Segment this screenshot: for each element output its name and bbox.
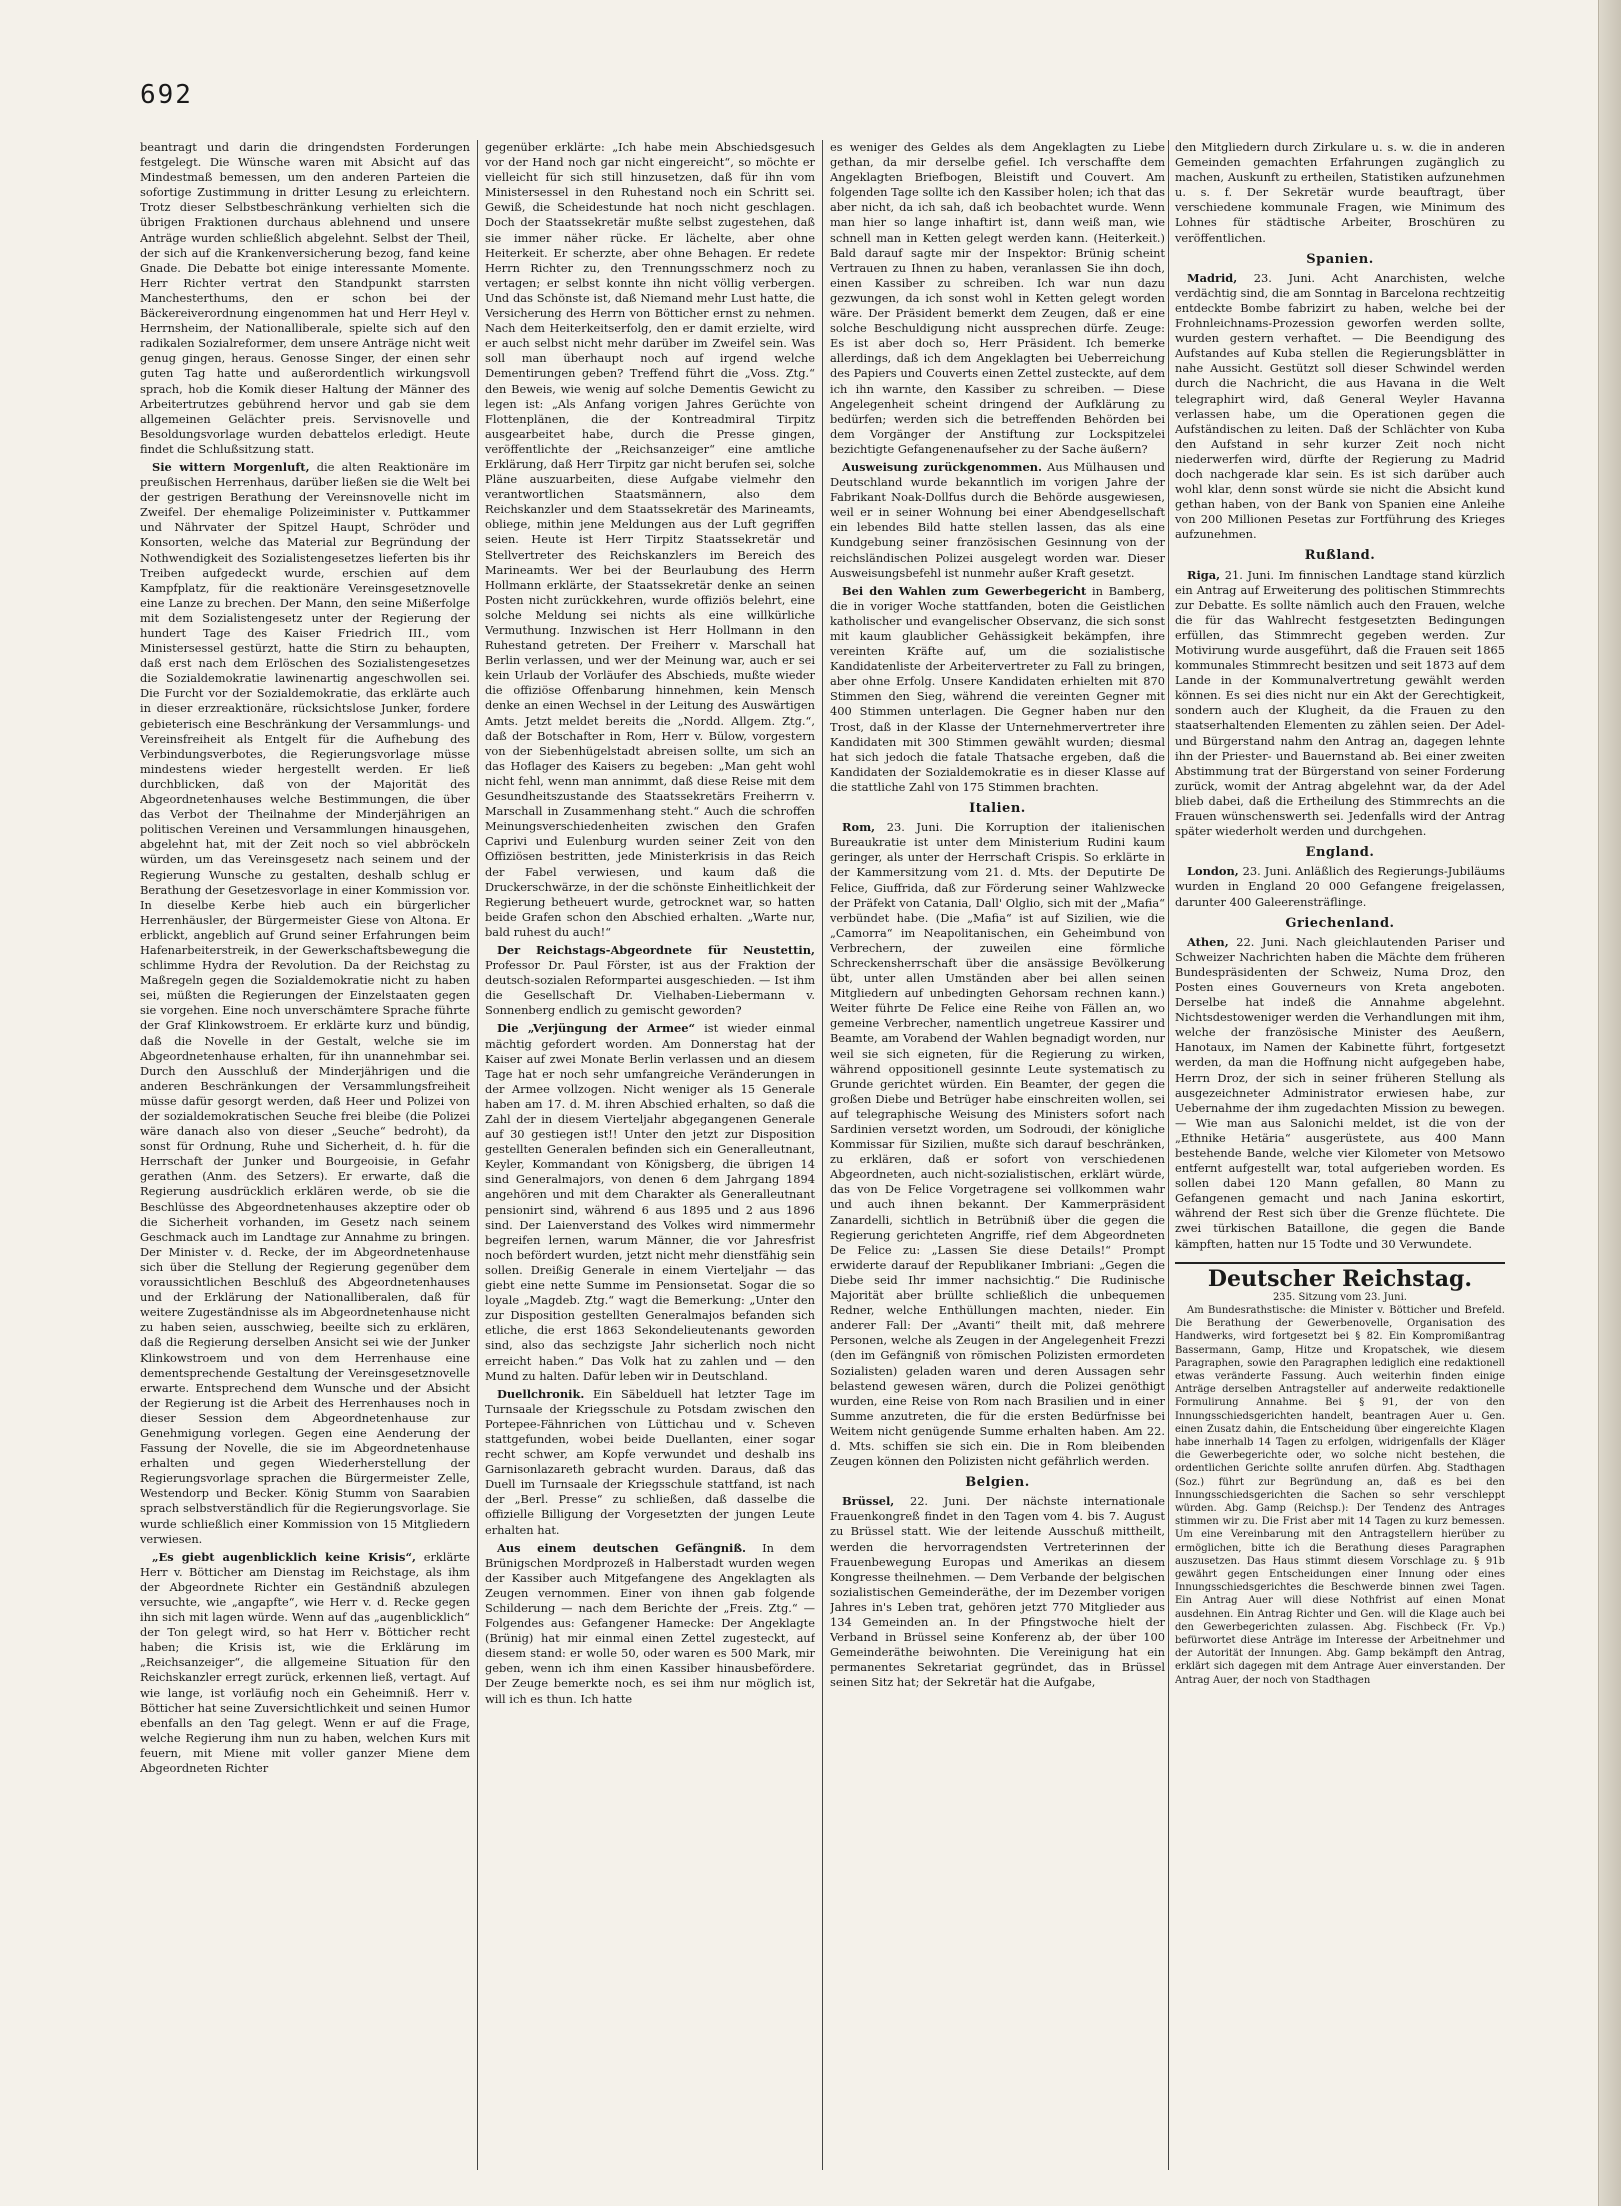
section-heading-italien: Italien. xyxy=(969,801,1026,817)
article-lead: Athen, xyxy=(1187,934,1229,949)
section-heading-griechenland: Griechenland. xyxy=(1285,915,1395,931)
article-lead: Madrid, xyxy=(1187,270,1238,285)
article-lead: „Es giebt augenblicklich keine Krisis“, xyxy=(152,1549,416,1564)
column-4 xyxy=(1175,140,1505,2180)
article-paragraph xyxy=(1175,864,1505,909)
column-3 xyxy=(830,140,1165,2180)
article-paragraph: beantragt und darin die dringendsten Forderungen festgelegt. Die Wünsche waren mit Absicht auf das Mindestmaß bemessen, um den anderen Parteien die sofortige Zustimmung in dritter Lesung zu erleichtern. Trotz dieser Selbstbeschränkung verhielten sich die übrigen Fraktionen durchaus ablehnend und unsere Anträge wurden schließlich abgelehnt. Selbst der Theil, der sich auf die Krankenversicherung bezog, fand keine Gnade. Die Debatte bot einige interessante Momente. Herr Richter vertrat den Standpunkt starrsten Manchesterthums, den er schon bei der Bäckereiverordnung eingenommen hat und Herr Heyl v. Herrnsheim, der Nationalliberale, spielte sich auf den radikalen Sozialreformer, dem unsere Anträge nicht weit genug gingen, heraus. Genosse Singer, der einen sehr guten Tag hatte und außerordentlich wirkungsvoll sprach, hob die Komik dieser Haltung der Männer des Arbeitertrutzes gebührend hervor und gab sie dem allgemeinen Gelächter preis. Servisnovelle und Besoldungsvorlage wurden debattelos erledigt. Heute findet die Schlußsitzung statt. xyxy=(140,140,470,456)
article-text: Professor Dr. Paul Förster, ist aus der Fraktion der deutsch-sozialen Reformpartei ausgeschieden. — Ist ihm die Gesellschaft Dr. Vielhaben-Liebermann v. Sonnenberg endlich zu gemischt geworden? xyxy=(485,958,815,1018)
column-rule xyxy=(1168,140,1169,2170)
article-lead: Die „Verjüngung der Armee“ xyxy=(497,1021,696,1036)
page-number: 692 xyxy=(140,80,193,110)
article-lead: Bei den Wahlen zum Gewerbegericht xyxy=(842,583,1087,598)
article-lead: Rom, xyxy=(842,820,876,835)
reichstag-session: 235. Sitzung vom 23. Juni. xyxy=(1273,1291,1407,1303)
article-lead: Aus einem deutschen Gefängniß. xyxy=(497,1540,746,1555)
article-paragraph xyxy=(1175,568,1505,840)
article-text: 22. Juni. Der nächste internationale Frauenkongreß findet in den Tagen vom 4. bis 7. August zu Brüssel statt. Wie der leitende Ausschuß mittheilt, werden die hervorragendsten Vertreterinnen der Frauenbewegung Europas und Amerikas an diesem Kongresse theilnehmen. — Dem Verbande der belgischen sozialistischen Gemeinderäthe, der im Dezember vorigen Jahres in's Leben trat, gehören jetzt 770 Mitglieder aus 134 Gemeinden an. In der Pfingstwoche hielt der Verband in Brüssel seine Konferenz ab, der über 100 Gemeinderäthe beiwohnten. Die Vereinigung hat ein permanentes Sekretariat gegründet, das in Brüssel seinen Sitz hat; der Sekretär hat die Aufgabe, xyxy=(830,1494,1165,1690)
article-text: erklärte Herr v. Bötticher am Dienstag im Reichstage, als ihm der Abgeordnete Richter ein Geständniß abzulegen versuchte, wie „angapfte“, wie Herr v. d. Recke gegen ihn sich mit lagen würde. Wenn auf das „augenblicklich“ der Ton gelegt wird, so hat Herr v. Bötticher recht haben; die Krisis ist, wie die Erklärung im „Reichsanzeiger“, die allgemeine Situation für den Reichskanzler erregt zurück, erkennen ließ, vertagt. Auf wie lange, ist vorläufig noch ein Geheimniß. Herr v. Bötticher hat seine Zuversichtlichkeit und seinen Humor ebenfalls an den Tag gelegt. Wenn er auf die Frage, welche Regierung ihm nun zu haben, welchen Kurs mit feuern, mit Miene mit voller ganzer Miene dem Abgeordneten Richter xyxy=(140,1549,470,1776)
article-text: Ein Säbelduell hat letzter Tage im Turnsaale der Kriegsschule zu Potsdam zwischen den Portepee-Fähnrichen von Lüttichau und v. Scheven stattgefunden, wobei beide Duellanten, einer sogar recht schwer, am Kopfe verwundet und deshalb ins Garnisonlazareth gebracht wurden. Daraus, daß das Duell im Turnsaale der Kriegsschule stattfand, ist nach der „Berl. Presse“ zu schließen, daß dasselbe die offizielle Billigung der Vorgesetzten der jungen Leute erhalten hat. xyxy=(485,1386,815,1537)
reichstag-headline: Deutscher Reichstag. xyxy=(1175,1262,1505,1287)
article-lead: Der Reichstags-Abgeordnete für Neustettin, xyxy=(497,942,815,957)
section-heading-spanien: Spanien. xyxy=(1306,251,1374,267)
article-paragraph xyxy=(1175,271,1505,543)
reichstag-report: Am Bundesrathstische: die Minister v. Bötticher und Brefeld. Die Berathung der Gewerbenovelle, Organisation des Handwerks, wird fortgesetzt bei § 82. Ein Kompromißantrag Bassermann, Gamp, Hitze und Kropatschek, wie diesem Paragraphen, sowie den Paragraphen lediglich eine redaktionell etwas veränderte Fassung. Auch weiterhin finden einige Anträge derselben Antragsteller auf anderweite redaktionelle Formulirung Annahme. Bei § 91, der von den Innungsschiedsgerichten handelt, beantragen Auer u. Gen. einen Zusatz dahin, die Entscheidung über eingereichte Klagen habe innerhalb 14 Tagen zu erfolgen, widrigenfalls der Kläger die Gewerbegerichte oder, wo solche nicht bestehen, die ordentlichen Gerichte sollte anrufen dürfen. Abg. Stadthagen (Soz.) führt zur Begründung an, daß es bei den Innungsschiedsgerichten die Sachen so sehr verschleppt würden. Abg. Gamp (Reichsp.): Der Tendenz des Antrages stimmen wir zu. Die Frist aber mit 14 Tagen zu kurz bemessen. Um eine Vereinbarung mit den Antragstellern hierüber zu ermöglichen, bitte ich die Berathung dieses Paragraphen auszusetzen. Das Haus stimmt diesem Vorschlage zu. § 91b gewährt gegen Entscheidungen einer Innung oder eines Innungsschiedsgerichtes die Beschwerde binnen zwei Tagen. Ein Antrag Auer will diese Nothfrist auf einen Monat ausdehnen. Ein Antrag Richter und Gen. will die Klage auch bei den Gewerbegerichten zulassen. Abg. Fischbeck (Fr. Vp.) befürwortet diese Anträge im Interesse der Arbeitnehmer und der Autorität der Innungen. Abg. Gamp bekämpft den Antrag, erklärt sich dagegen mit dem Antrage Auer einverstanden. Der Antrag Auer, der noch von Stadthagen xyxy=(1175,1304,1505,1686)
article-lead: Ausweisung zurückgenommen. xyxy=(842,459,1042,474)
column-rule xyxy=(477,140,478,2170)
article-paragraph xyxy=(830,1494,1165,1690)
column-rule xyxy=(822,140,823,2170)
article-paragraph xyxy=(830,460,1165,581)
article-lead: Brüssel, xyxy=(842,1494,895,1509)
article-paragraph xyxy=(485,1021,815,1383)
article-lead: Riga, xyxy=(1187,567,1221,582)
section-heading-belgien: Belgien. xyxy=(965,1475,1030,1491)
section-heading-england: England. xyxy=(1305,845,1375,861)
article-text: in Bamberg, die in voriger Woche stattfanden, boten die Geistlichen katholischer und evangelischer Observanz, die sich sonst mit kaum glaublicher Gehässigkeit bekämpfen, ihre vereinten Kräfte auf, um die sozialistische Kandidatenliste der Arbeitervertreter zu Fall zu bringen, aber ohne Erfolg. Unsere Kandidaten erhielten mit 870 Stimmen den Sieg, während die vereinten Gegner mit 400 Stimmen unterlagen. Die Gegner haben nur den Trost, daß in der Klasse der Unternehmervertreter ihre Kandidaten mit 300 Stimmen gewählt wurden; diesmal hat sich jedoch die fatale Thatsache ergeben, daß die Kandidaten der Sozialdemokratie es in dieser Klasse auf die stattliche Zahl von 175 Stimmen brachten. xyxy=(830,583,1165,794)
article-text: ist wieder einmal mächtig gefordert worden. Am Donnerstag hat der Kaiser auf zwei Monate Berlin verlassen und an diesem Tage hat er noch sehr umfangreiche Veränderungen in der Armee vollzogen. Nicht weniger als 15 Generale haben am 17. d. M. ihren Abschied erhalten, so daß die Zahl der in diesem Vierteljahr abgegangenen Generale auf 30 gestiegen ist!! Unter den jetzt zur Disposition gestellten Generalen befinden sich ein Generalleutnant, Keyler, Kommandant von Königsberg, die übrigen 14 sind Generalmajors, von denen 6 dem Jahrgang 1894 angehören und mit dem Charakter als Generalleutnant pensionirt sind, während 6 aus 1895 und 2 aus 1896 sind. Der Laienverstand des Volkes wird nimmermehr begreifen lernen, warum Männer, die vor Jahresfrist noch befördert wurden, jetzt nicht mehr dienstfähig sein sollen. Dreißig Generale in einem Vierteljahr — das giebt eine nette Summe im Pensionsetat. Sogar die so loyale „Magdeb. Ztg.“ wagt die Bemerkung: „Unter den zur Disposition gestellten Generalmajos befanden sich etliche, die erst 1863 Sekondelieutenants geworden sind, also das sechzigste Jahr sicherlich noch nicht erreicht haben.“ Das Volk hat zu zahlen und — den Mund zu halten. Dafür leben wir in Deutschland. xyxy=(485,1021,815,1383)
article-lead: London, xyxy=(1187,864,1239,879)
article-paragraph xyxy=(485,1541,815,1707)
article-paragraph xyxy=(1175,935,1505,1252)
article-text: 21. Juni. Im finnischen Landtage stand kürzlich ein Antrag auf Erweiterung des politischen Stimmrechts zur Debatte. Es sollte nämlich auch den Frauen, welche die für das Wahlrecht festgesetzten Bedingungen erfüllen, das Stimmrecht gegeben werden. Zur Motivirung wurde ausgeführt, daß die Frauen seit 1865 kommunales Stimmrecht besitzen und seit 1873 auf dem Lande in der Kommunalvertretung gewählt werden können. Es sei dies nicht nur ein Akt der Gerechtigkeit, sondern auch der Klugheit, da die Frauen zu den staatserhaltenden Elementen zu zählen seien. Der Adel- und Bürgerstand nahm den Antrag an, dagegen lehnte ihn der Priester- und Bauernstand ab. Bei einer zweiten Abstimmung trat der Bürgerstand von seiner Forderung zurück, womit der Antrag abgelehnt war, da der Adel blieb dabei, daß die Ertheilung des Stimmrechts an die Frauen wünschenswerth sei. Jedenfalls wird der Antrag später wiederholt werden und durchgehen. xyxy=(1175,567,1505,839)
article-paragraph xyxy=(485,1387,815,1538)
article-lead: Sie wittern Morgenluft, xyxy=(152,459,310,474)
article-lead: Duellchronik. xyxy=(497,1386,585,1401)
article-paragraph xyxy=(140,460,470,1547)
column-1 xyxy=(140,140,470,2180)
article-paragraph xyxy=(830,584,1165,795)
article-paragraph xyxy=(140,1550,470,1776)
article-text: 23. Juni. Die Korruption der italienischen Bureaukratie ist unter dem Ministerium Rudini kaum geringer, als unter der Herrschaft Crispis. So erklärte in der Kammersitzung vom 21. d. Mts. der Deputirte De Felice, Giuffrida, daß zur Förderung seiner Wahlzwecke der Präfekt von Catania, Dall' Olglio, sich mit der „Mafia“ verbündet habe. (Die „Mafia“ ist auf Sizilien, wie die „Camorra“ im Neapolitanischen, ein Geheimbund von Verbrechern, der zuweilen eine förmliche Schreckensherrschaft über die ansässige Bevölkerung übt, unter allen Umständen aber bei allen seinen Mitgliedern auf unbedingten Gehorsam rechnen kann.) Weiter führte De Felice eine Reihe von Fällen an, wo gemeine Verbrecher, namentlich ungetreue Kassirer und Beamte, am Vorabend der Wahlen begnadigt worden, nur weil sie sich eigneten, für die Regierung zu wirken, während oppositionell gesinnte Leute systematisch zu Grunde gerichtet würden. Ein Beamter, der gegen die großen Diebe und Betrüger habe einschreiten wollen, sei auf telegraphische Weisung des Ministers sofort nach Sardinien versetzt worden, um Sodroudi, der königliche Kommissar für Sizilien, mußte sich darauf beschränken, zu erklären, daß er sofort von verschiedenen Abgeordneten, auch nicht-sozialistischen, erklärt würde, das von De Felice Vorgetragene sei vollkommen wahr und auch ihnen bekannt. Der Kammerpräsident Zanardelli, sichtlich in Betrübniß über die gegen die Regierung gerichteten Angriffe, rief dem Abgeordneten De Felice zu: „Lassen Sie diese Details!“ Prompt erwiderte darauf der Republikaner Imbriani: „Gegen die Diebe seid Ihr immer nachsichtig.“ Die Rudinische Majorität aber brüllte schließlich die unbequemen Redner, welche Enthüllungen machten, nieder. Ein anderer Fall: Der „Avanti“ theilt mit, daß mehrere Personen, welche als Zeugen in der Angelegenheit Frezzi (den im Gefängniß von römischen Polizisten ermordeten Sozialisten) geladen waren und deren Aussagen sehr belastend gewesen wären, durch die Polizei genöthigt wurden, eine Reise von Rom nach Brasilien und in einer Summe anzutreten, die für die ersten Bedürfnisse bei Weitem nicht genügende Summe erhalten haben. Am 22. d. Mts. schiffen sie sich ein. Die in Rom bleibenden Zeugen können den Polizisten nicht gefährlich werden. xyxy=(830,820,1165,1469)
article-paragraph xyxy=(830,820,1165,1469)
article-text: In dem Brünigschen Mordprozeß in Halberstadt wurden wegen der Kassiber auch Mitgefangene des Angeklagten als Zeugen vernommen. Einer von ihnen gab folgende Schilderung — nach dem Berichte der „Freis. Ztg.“ — Folgendes aus: Gefangener Hamecke: Der Angeklagte (Brünig) hat mir einmal einen Zettel zugesteckt, auf diesem stand: er wolle 50, oder waren es 500 Mark, mir geben, wenn ich ihm einen Kassiber hinausbefördere. Der Zeuge bemerkte noch, es sei ihm nur möglich ist, will ich es thun. Ich hatte xyxy=(485,1540,815,1706)
section-heading-russland: Rußland. xyxy=(1304,548,1376,564)
article-text: die alten Reaktionäre im preußischen Herrenhaus, darüber ließen sie die Welt bei der gestrigen Berathung der Vereinsnovelle nicht im Zweifel. Der ehemalige Polizeiminister v. Puttkammer und Nährvater der Spitzel Haupt, Schröder und Konsorten, welche das Material zur Begründung der Nothwendigkeit des Sozialistengesetzes lieferten bis ihr Treiben aufgedeckt wurde, erschien auf dem Kampfplatz, für die reaktionäre Vereinsgesetznovelle eine Lanze zu brechen. Der Mann, den seine Mißerfolge mit dem Sozialistengesetz unter der Regierung der hundert Tage des Kaiser Friedrich III., vom Ministersessel gestürzt, hatte die Stirn zu behaupten, daß erst nach dem Erlöschen des Sozialistengesetzes die Sozialdemokratie lawinenartig angeschwollen sei. Die Furcht vor der Sozialdemokratie, das erklärte auch in dieser erzreaktionäre, rücksichtslose Junker, fordere gebieterisch eine Beschränkung der Versammlungs- und Vereinsfreiheit als Entgelt für die Aufhebung des Verbindungsverbotes, die Regierungsvorlage müsse mindestens wieder hergestellt werden. Er ließ durchblicken, daß von der Majorität des Abgeordnetenhauses welche Bestimmungen, die über das Verbot der Theilnahme der Minderjährigen an politischen Vereinen und Versammlungen hinausgehen, abgelehnt hat, mit der Zeit noch so viel abbröckeln würden, um das Vereinsgesetz nach seinem und der Regierung Wunsche zu gestalten, deshalb schlug er Berathung der Gesetzesvorlage in einer Kommission vor. In dieselbe Kerbe hieb auch ein bürgerlicher Herrenhäusler, der Bürgermeister Giese von Altona. Er erblickt, angeblich auf Grund seiner Erfahrungen beim Hafenarbeiterstreik, in der Gewerkschaftsbewegung die schlimme Hydra der Revolution. Da der Reichstag zu Maßregeln gegen die Sozialdemokratie nicht zu haben sei, müßten die Regierungen der Einzelstaaten gegen sie vorgehen. Eine noch unverschämtere Sprache führte der Graf Klinkowstroem. Er erklärte kurz und bündig, daß die Novelle in der Gestalt, welche sie im Abgeordnetenhause erhalten, für ihn unannehmbar sei. Durch den Ausschluß der Minderjährigen und die anderen Beschränkungen der Versammlungsfreiheit müsse dafür gesorgt werden, daß Heer und Polizei von der sozialdemokratischen Seuche frei bleibe (die Polizei wäre danach also von dieser „Seuche“ bedroht), da sonst für Ordnung, Ruhe und Sicherheit, d. h. für die Herrschaft der Junker und Bourgeoisie, in Gefahr gerathen (Anm. des Setzers). Er erwarte, daß die Regierung ausdrücklich erklären werde, ob sie die Beschlüsse des Abgeordnetenhauses akzeptire oder ob die Sicherheit vorhanden, im Gesetz nach seinem Geschmack auch im Landtage zur Annahme zu bringen. Der Minister v. d. Recke, der im Abgeordnetenhause sich über die Stellung der Regierung gegenüber dem voraussichtlichen Beschluß des Abgeordnetenhauses und der Erklärung der Nationalliberalen, daß für weitere Zugeständnisse als im Abgeordnetenhause nicht zu haben seien, ausschwieg, beeilte sich zu erklären, daß die Regierung derselben Ansicht sei wie der Junker Klinkowstroem und von dem Herrenhause eine dementsprechende Gestaltung der Vereinsgesetznovelle erwarte. Entsprechend dem Wunsche und der Absicht der Regierung ist die Arbeit des Herrenhauses noch in dieser Session dem Abgeordnetenhause zur Genehmigung vorlegen. Gegen eine Aenderung der Fassung der Novelle, die sie im Abgeordnetenhause erhalten und gegen Wiederherstellung der Regierungsvorlage sprachen die Bürgermeister Zelle, Westendorp und Becker. König Stumm von Saarabien sprach selbstverständlich für die Regierungsvorlage. Sie wurde schließlich einer Kommission von 15 Mitgliedern verwiesen. xyxy=(140,459,470,1546)
article-paragraph: den Mitgliedern durch Zirkulare u. s. w. die in anderen Gemeinden gemachten Erfahrungen zugänglich zu machen, Auskunft zu ertheilen, Statistiken aufzunehmen u. s. f. Der Sekretär wurde beauftragt, über verschiedene kommunale Fragen, wie Minimum des Lohnes für städtische Arbeiter, Broschüren zu veröffentlichen. xyxy=(1175,140,1505,245)
article-paragraph: gegenüber erklärte: „Ich habe mein Abschiedsgesuch vor der Hand noch gar nicht eingereicht“, so möchte er vielleicht für sich still hinzusetzen, daß für ihn vom Ministersessel in den Ruhestand noch ein Schritt sei. Gewiß, die Scheidestunde hat noch nicht geschlagen. Doch der Staatssekretär mußte selbst zugestehen, daß sie immer näher rücke. Er lächelte, aber ohne Heiterkeit. Er scherzte, aber ohne Behagen. Er redete Herrn Richter zu, den Trennungsschmerz noch zu vertagen; er selbst konnte ihn nicht völlig verbergen. Und das Schönste ist, daß Niemand mehr Lust hatte, die Versicherung des Herrn von Bötticher ernst zu nehmen. Nach dem Heiterkeitserfolg, den er damit erzielte, wird er auch selbst nicht mehr darüber im Zweifel sein. Was soll man überhaupt noch auf irgend welche Dementirungen geben? Treffend führt die „Voss. Ztg.“ den Beweis, wie wenig auf solche Dementis Gewicht zu legen ist: „Als Anfang vorigen Jahres Gerüchte von Flottenplänen, die der Kontreadmiral Tirpitz ausgearbeitet habe, durch die Presse gingen, veröffentlichte der „Reichsanzeiger“ eine amtliche Erklärung, daß Herr Tirpitz gar nicht berufen sei, solche Pläne auszuarbeiten, diese Aufgabe vielmehr den verantwortlichen Staatsmännern, also dem Reichskanzler und dem Staatssekretär des Marineamts, obliege, mithin jene Meldungen aus der Luft gegriffen seien. Heute ist Herr Tirpitz Staatssekretär und Stellvertreter des Reichskanzlers im Bereich des Marineamts. Wer bei der Beurlaubung des Herrn Hollmann erklärte, der Staatssekretär denke an seinen Posten nicht zurückkehren, wurde offiziös belehrt, eine solche Meldung sei nichts als eine willkürliche Vermuthung. Inzwischen ist Herr Hollmann in den Ruhestand getreten. Der Freiherr v. Marschall hat Berlin verlassen, und wer der Meinung war, auch er sei kein Urlaub der Vorläufer des Abschieds, mußte wieder die offiziöse Offenbarung hinnehmen, kein Mensch denke an einen Wechsel in der Leitung des Auswärtigen Amts. Jetzt meldet bereits die „Nordd. Allgem. Ztg.“, daß der Botschafter in Rom, Herr v. Bülow, vorgestern von der Siebenhügelstadt abreisen sollte, um sich an das Hoflager des Kaisers zu begeben: „Man geht wohl nicht fehl, wenn man annimmt, daß diese Reise mit dem Gesundheitszustande des Staatssekretärs Freiherrn v. Marschall in Zusammenhang steht.“ Auch die schroffen Meinungsverschiedenheiten zwischen den Grafen Caprivi und Eulenburg wurden seiner Zeit von den Offiziösen bestritten, jede Ministerkrisis in das Reich der Fabel verwiesen, und kaum daß die Druckerschwärze, in der die schönste Einheitlichkeit der Regierung betheuert wurde, getrocknet war, so hatten beide Grafen schon den Abschied erhalten. „Warte nur, bald ruhest du auch!“ xyxy=(485,140,815,939)
binding-edge xyxy=(1598,0,1621,2206)
article-text: 23. Juni. Anläßlich des Regierungs-Jubiläums wurden in England 20 000 Gefangene freigelassen, darunter 400 Galeerensträflinge. xyxy=(1175,864,1505,909)
article-text: 22. Juni. Nach gleichlautenden Pariser und Schweizer Nachrichten haben die Mächte dem früheren Bundespräsidenten der Schweiz, Numa Droz, den Posten eines Gouverneurs von Kreta angeboten. Derselbe hat indeß die Annahme abgelehnt. Nichtsdestoweniger werden die Verhandlungen mit ihm, welche der französische Minister des Aeußern, Hanotaux, im Namen der Kabinette führt, fortgesetzt werden, da man die Hoffnung nicht aufgegeben habe, Herrn Droz, der sich in seiner früheren Stellung als ausgezeichneter Administrator erwiesen habe, zur Uebernahme der ihm zugedachten Mission zu bewegen. — Wie man aus Salonichi meldet, ist die von der „Ethnike Hetäria“ ausgerüstete, aus 400 Mann bestehende Bande, welche vier Kilometer von Metsowo entfernt aufgestellt war, total aufgerieben worden. Es sollen dabei 120 Mann gefallen, 80 Mann zu Gefangenen gemacht und nach Janina eskortirt, während der Rest sich über die Grenze flüchtete. Die zwei türkischen Bataillone, die gegen die Bande kämpften, hatten nur 15 Todte und 30 Verwundete. xyxy=(1175,934,1505,1251)
article-text: Aus Mülhausen und Deutschland wurde bekanntlich im vorigen Jahre der Fabrikant Noak-Dollfus durch die Behörde ausgewiesen, weil er in seiner Wohnung bei einer Abendgesellschaft ein lebendes Bild hatte stellen lassen, das als eine Kundgebung seiner französischen Gesinnung von der reichsländischen Polizei ausgelegt worden war. Dieser Ausweisungsbefehl ist nunmehr außer Kraft gesetzt. xyxy=(830,459,1165,580)
column-2 xyxy=(485,140,815,2180)
article-paragraph: es weniger des Geldes als dem Angeklagten zu Liebe gethan, da mir derselbe gefiel. Ich verschaffte dem Angeklagten Briefbogen, Bleistift und Couvert. Am folgenden Tage sollte ich den Kassiber holen; ich that das aber nicht, da ich sah, daß ich beobachtet wurde. Wenn man hier so lange inhaftirt ist, dann weiß man, wie schnell man in Ketten gelegt werden kann. (Heiterkeit.) Bald darauf sagte mir der Inspektor: Brünig scheint Vertrauen zu Ihnen zu haben, veranlassen Sie ihn doch, einen Kassiber zu schreiben. Ich war nun dazu gezwungen, da ich sonst wohl in Ketten gelegt worden wäre. Der Präsident bemerkt dem Zeugen, daß er eine solche Beschuldigung nicht aussprechen dürfe. Zeuge: Es ist aber doch so, Herr Präsident. Ich bemerke allerdings, daß ich dem Angeklagten bei Ueberreichung des Papiers und Couverts einen Zettel zusteckte, auf dem ich ihn warnte, den Kassiber zu schreiben. — Diese Angelegenheit scheint dringend der Aufklärung zu bedürfen; werden sich die betreffenden Behörden bei dem Vorgänger der Anstiftung zur Lockspitzelei bezichtigte Gefangenenaufseher zu der Sache äußern? xyxy=(830,140,1165,456)
article-paragraph xyxy=(485,943,815,1018)
article-text: 23. Juni. Acht Anarchisten, welche verdächtig sind, die am Sonntag in Barcelona rechtzeitig entdeckte Bombe fabrizirt zu haben, welche bei der Frohnleichnams-Prozession geworfen werden sollte, wurden gestern verhaftet. — Die Beendigung des Aufstandes auf Kuba stellen die Regierungsblätter in nahe Aussicht. Gestützt soll dieser Schwindel werden durch die Nachricht, die aus Havana in die Welt telegraphirt wird, daß General Weyler Havanna verlassen habe, um die Operationen gegen die Aufständischen zu leiten. Daß der Schlächter von Kuba den Aufstand in sehr kurzer Zeit noch nicht niederwerfen wird, dürfte der Regierung zu Madrid doch nachgerade klar sein. Es ist sich darüber auch wohl klar, denn sonst würde sie nicht die Absicht kund gethan haben, von der Bank von Spanien eine Anleihe von 200 Millionen Pesetas zur Fortführung des Krieges aufzunehmen. xyxy=(1175,270,1505,542)
